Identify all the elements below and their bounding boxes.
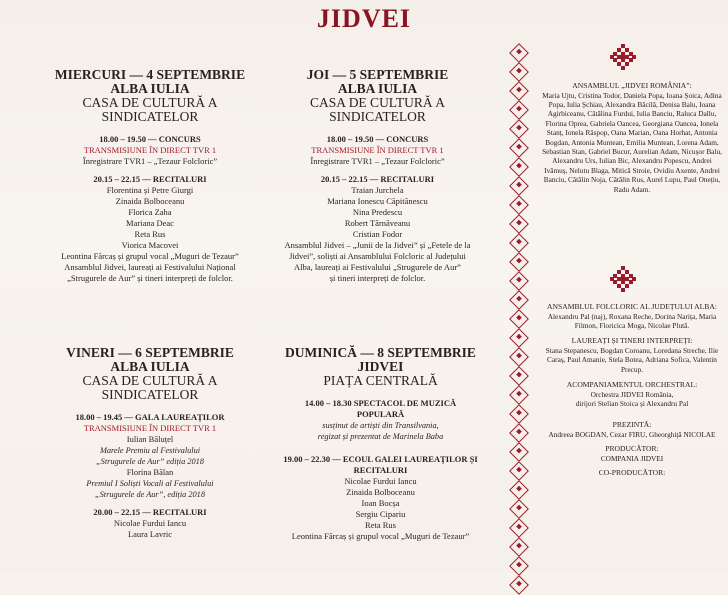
- sunday-artist: Leontina Fărcaș și grupul vocal „Muguri de Tezaur”: [291, 531, 470, 541]
- sunday-show-note-1: susținut de artiști din Transilvania,: [322, 421, 439, 430]
- ornament-diamond: [509, 442, 529, 462]
- wednesday-artist: Florentina și Petre Giurgi: [106, 185, 194, 195]
- thursday-artist: Nina Predescu: [352, 207, 403, 217]
- sunday-show-time: 14.00 – 18.30 SPECTACOL DE MUZICĂ: [304, 398, 457, 408]
- thursday-artist: Traian Jurchela: [351, 185, 404, 195]
- ornament-diamond: [509, 100, 529, 120]
- sunday-gala-time: 19.00 – 22.30 — ECOUL GALEI LAUREAȚILOR ȘI: [283, 454, 478, 464]
- thursday-block: [265, 68, 490, 284]
- ornament-diamond: [509, 366, 529, 386]
- thursday-artist: și tineri interpreți de folclor.: [329, 273, 426, 283]
- wednesday-title: MIERCURI — 4 SEPTEMBRIE: [54, 67, 246, 82]
- ensemble-jidvei-heading: ANSAMBLUL „JIDVEI ROMÂNIA”:: [572, 81, 692, 90]
- ornament-diamond: [509, 556, 529, 576]
- ornament-diamond: [509, 290, 529, 310]
- ornament-diamond: [509, 575, 529, 595]
- thursday-city: ALBA IULIA: [337, 81, 418, 96]
- ornament-diamond: [509, 119, 529, 139]
- thursday-title: JOI — 5 SEPTEMBRIE: [306, 67, 449, 82]
- orchestra-heading: ACOMPANIAMENTUL ORCHESTRAL:: [566, 380, 698, 390]
- wednesday-artist: Viorica Macovei: [121, 240, 179, 250]
- ornament-diamond: [509, 385, 529, 405]
- ornament-diamond: [509, 309, 529, 329]
- friday-laureate-2: Florina Bălan: [126, 467, 174, 477]
- sunday-show-time-2: POPULARĂ: [356, 409, 405, 419]
- wednesday-venue-1: CASA DE CULTURĂ A: [82, 95, 218, 110]
- thursday-recital-time: 20.15 – 22.15 — RECITALURI: [320, 174, 435, 184]
- friday-title: VINERI — 6 SEPTEMBRIE: [66, 345, 234, 360]
- orchestra-name: Orchestra JIDVEI România,: [590, 389, 674, 399]
- sunday-artist: Zinaida Bolboceanu: [346, 487, 415, 497]
- wednesday-recording: Înregistrare TVR1 – „Tezaur Folcloric”: [82, 156, 218, 166]
- sunday-artists: [268, 476, 493, 542]
- friday-recital-time: 20.00 – 22.15 — RECITALURI: [93, 507, 207, 517]
- thursday-venue-1: CASA DE CULTURĂ A: [310, 95, 445, 110]
- wednesday-artists: [40, 185, 260, 284]
- poster-title: JIDVEI: [316, 4, 412, 33]
- thursday-recording: Înregistrare TVR1 – „Tezaur Folcloric”: [310, 156, 445, 166]
- ornament-diamond: [509, 195, 529, 215]
- ornament-diamond: [509, 480, 529, 500]
- thursday-artists: [265, 185, 490, 284]
- presenters-heading: PREZINTĂ:: [612, 420, 652, 430]
- wednesday-artist: „Strugurele de Aur” și tineri interpreți de folclor.: [67, 273, 233, 283]
- thursday-artist: Alba, laureați ai Festivalului „Strugurele de Aur”: [294, 262, 461, 272]
- wednesday-artist: Ansamblul Jidvei, laureați ai Festivalului Național: [64, 262, 236, 272]
- orchestra-conductors: dirijori Stelian Stoica și Alexandru Pal: [575, 398, 689, 408]
- wednesday-recital-time: 20.15 – 22.15 — RECITALURI: [93, 174, 207, 184]
- friday-venue-1: CASA DE CULTURĂ A: [82, 373, 218, 388]
- wednesday-live-label: TRANSMISIUNE ÎN DIRECT TVR 1: [83, 145, 217, 155]
- thursday-live-label: TRANSMISIUNE ÎN DIRECT TVR 1: [311, 145, 444, 155]
- laureates-members: Stana Stepanescu, Bogdan Coroanu, Loredana Streche, Ilie Caraș, Paul Amanie, Stela Botea, Adriana Sofica, Valentin Precup.: [545, 345, 719, 374]
- producer-heading: PRODUCĂTOR:: [605, 444, 659, 454]
- wednesday-contest-time: 18.00 – 19.50 — CONCURS: [99, 134, 201, 144]
- friday-gala-time: 18.00 – 19.45 — GALA LAUREAȚILOR: [75, 412, 225, 422]
- friday-laureate-1-award: Marele Premiu al Festivalului: [99, 446, 201, 455]
- producer-name: COMPANIA JIDVEI: [600, 453, 664, 463]
- thursday-artist: Cristian Fodor: [352, 229, 403, 239]
- ornament-diamond: [509, 62, 529, 82]
- friday-city: ALBA IULIA: [110, 359, 190, 374]
- wednesday-block: [40, 68, 260, 284]
- ornament-diamond: [509, 404, 529, 424]
- sunday-title: DUMINICĂ — 8 SEPTEMBRIE: [285, 345, 476, 360]
- friday-artist-1: Nicolae Furdui Iancu: [113, 518, 187, 528]
- wednesday-venue-2: SINDICATELOR: [101, 109, 199, 124]
- friday-laureate-1: Iulian Băluțel: [126, 434, 174, 444]
- ornament-diamond: [509, 138, 529, 158]
- ornament-diamond: [509, 499, 529, 519]
- ornament-diamond: [509, 347, 529, 367]
- sunday-artist: Reta Rus: [365, 520, 396, 530]
- sunday-city: JIDVEI: [357, 359, 404, 374]
- sunday-artist: Sergiu Cipariu: [355, 509, 406, 519]
- sunday-show-note-2: regizat și prezentat de Marinela Baba: [317, 432, 444, 441]
- ornament-diamond: [509, 518, 529, 538]
- folk-motif-icon: [608, 264, 638, 294]
- wednesday-artist: Zinaida Bolboceanu: [115, 196, 185, 206]
- sunday-artist: Nicolae Furdui Iancu: [344, 476, 417, 486]
- credits-column: [540, 81, 724, 194]
- ornament-diamond: [509, 423, 529, 443]
- friday-laureate-2-edition: „Strugurele de Aur”, ediția 2018: [95, 490, 205, 499]
- thursday-venue-2: SINDICATELOR: [329, 109, 426, 124]
- thursday-artist: Mariana Ionescu Căpitănescu: [327, 196, 428, 206]
- folk-ensemble-heading: ANSAMBLUL FOLCLORIC AL JUDEȚULUI ALBA:: [547, 302, 717, 311]
- wednesday-city: ALBA IULIA: [110, 81, 190, 96]
- wednesday-artist: Florica Zaha: [128, 207, 172, 217]
- presenters-names: Andreea BOGDAN, Cezar FIRU, Gheorghiță NICOLAE: [548, 429, 716, 439]
- friday-laureate-1-edition: „Strugurele de Aur” ediția 2018: [96, 457, 204, 466]
- thursday-artist: Jidvei”, soliști ai Ansamblului Folcloric al Județului: [289, 251, 466, 261]
- ornament-diamond: [509, 43, 529, 63]
- wednesday-artist: Reta Rus: [134, 229, 166, 239]
- ornament-diamond: [509, 252, 529, 272]
- ornament-diamond: [509, 157, 529, 177]
- friday-live-label: TRANSMISIUNE ÎN DIRECT TVR 1: [83, 423, 217, 433]
- folk-motif-icon: [608, 42, 638, 72]
- ornament-diamond: [509, 461, 529, 481]
- ornament-diamond: [509, 81, 529, 101]
- friday-venue-2: SINDICATELOR: [101, 387, 199, 402]
- coproducer-heading: CO-PRODUCĂTOR:: [598, 468, 666, 478]
- ensemble-jidvei-members: Maria Ujtu, Cristina Todor, Daniela Popa, Ioana Șoica, Adina Popa, Iulia Șchiau, Alexandra Băcilă, Denisa Balu, Ioana Agirbiceanu, Cătălina Furdui, Iulia Banciu, Raluca Dallu, Florina Oprea, Gabriela Oancea, Georgiana Oancea, Ionela Stanț, Ionela Râspop, Oana Marian, Oana Horhat, Antonia Bogdan, Antonia Muntean, Emilia Muntean, Lorena Adam, Sebastian Stan, Gabriel Bucur, Aurelian Adam, Nicușor Balu, Alexandru Urs, Iulian Bic, Alexandru Popescu, Andrei Ivămuș, Nelutu Blaga, Mitică Stroie, Ovidiu Axente, Andrei Banciu, Cătălin Noja, Cătălin Rus, Aurel Lupu, Paul Onețiu, Radu Adam.: [542, 90, 722, 194]
- sunday-artist: Ioan Bocșa: [361, 498, 400, 508]
- ornament-diamond: [509, 233, 529, 253]
- wednesday-artist: Mariana Deac: [126, 218, 174, 228]
- ornament-diamond: [509, 214, 529, 234]
- sunday-venue: PIAȚA CENTRALĂ: [323, 373, 438, 388]
- thursday-artist: Ansamblul Jidvei – „Junii de la Jidvei” și „Fetele de la: [284, 240, 471, 250]
- thursday-artist: Robert Tărnăveanu: [344, 218, 411, 228]
- ornament-diamond: [509, 271, 529, 291]
- sunday-gala-time-2: RECITALURI: [353, 465, 408, 475]
- laureates-heading: LAUREAȚI ȘI TINERI INTERPREȚI:: [571, 336, 693, 346]
- friday-laureate-2-award: Premiul I Soliști Vocali al Festivalului: [86, 479, 214, 488]
- friday-artist-2: Laura Lavric: [127, 529, 173, 539]
- sunday-block: [268, 346, 493, 542]
- credits-column-2: [540, 302, 724, 478]
- ornament-divider: [509, 40, 529, 570]
- ornament-diamond: [509, 328, 529, 348]
- wednesday-artist: Leontina Fărcaș și grupul vocal „Muguri de Tezaur”: [61, 251, 239, 261]
- ornament-diamond: [509, 176, 529, 196]
- friday-block: [40, 346, 260, 540]
- thursday-contest-time: 18.00 – 19.50 — CONCURS: [326, 134, 429, 144]
- folk-ensemble-members: Alexandru Pal (naj), Roxana Reche, Dorina Narița, Maria Filmon, Floricica Moga, Nicolae Plută.: [547, 311, 717, 330]
- ornament-diamond: [509, 537, 529, 557]
